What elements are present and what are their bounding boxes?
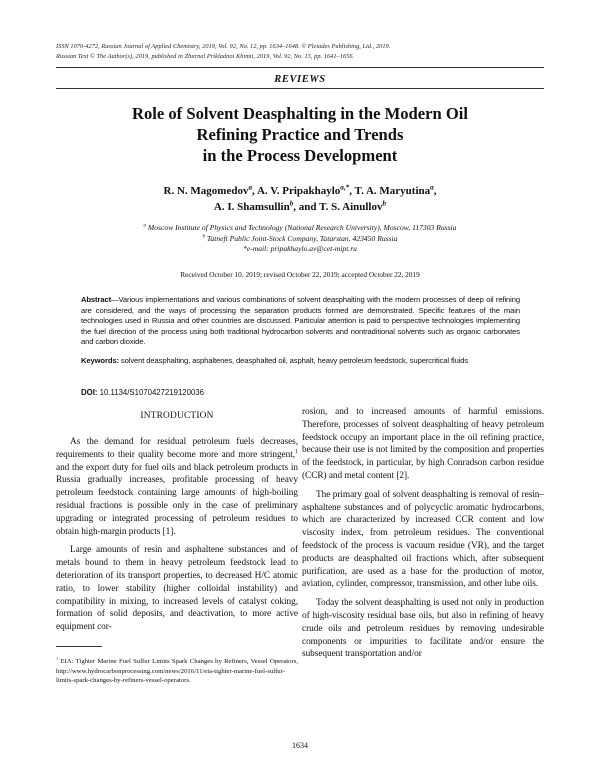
header-rule-top	[56, 67, 544, 68]
body-paragraph: As the demand for residual petroleum fuels decreases, requirements to their quality become more and more stringent,$^1$ and the export duty for fuel oils and black petroleum products in Russia gradually increases, profitable processing of heavy petroleum feedstock containing large amounts of high-boiling residual fractions is possible only in the case of preliminary upgrading or integrated processing of petroleum residues to obtain high-margin products [1].	[56, 437, 298, 537]
body-paragraph: The primary goal of solvent deasphalting is removal of resin–asphaltene substances and of polycyclic aromatic hydrocarbons, which are characterized by increased CCR content and low viscosity index, from petroleum residues. The conventional feedstock of the process is vacuum residue (VR), and the target products are deasphalted oil fractions which, after subsequent purification, are used as a base for the production of motor, aviation, cylinder, compressor, transmission, and other lube oils.	[302, 489, 544, 590]
footnote	[56, 657, 298, 686]
author-affil-mark: a	[430, 183, 434, 192]
author-conjunction: and	[298, 201, 317, 213]
author-affil-mark: b	[382, 199, 387, 208]
affiliation-text: Moscow Institute of Physics and Technology (National Research University), Moscow, 117303 Russia	[147, 223, 457, 232]
footnote-marker: 1	[56, 655, 59, 661]
doi-value: 10.1134/S1070427219120036	[97, 388, 204, 397]
header-rule-bottom	[56, 88, 544, 89]
section-label: REVIEWS	[274, 74, 326, 85]
body-paragraph: rosion, and to increased amounts of harmful emissions. Therefore, processes of solvent deasphalting of heavy petroleum feedstock occupy an important place in the oil refining practice, because their use is not limited by the composition and properties of the feedstock, in particular, by high Conradson carbon residue (CCR) and metal content [2].	[302, 407, 544, 481]
left-column	[56, 436, 298, 640]
affiliation-mark: a	[143, 223, 146, 229]
author-name: T. A. Maryutina	[354, 185, 431, 197]
doi-label: DOI:	[81, 388, 98, 397]
article-title	[60, 103, 540, 166]
author-name: R. N. Magomedov	[163, 185, 249, 197]
journal-header-line-1: ISSN 1070-4272, Russian Journal of Applied Chemistry, 2019, Vol. 92, No. 12, pp. 1634–1648. © Pleiades Publishing, Ltd., 2019.	[56, 43, 391, 50]
page-number: 1634	[292, 741, 308, 750]
author-affil-mark: b	[289, 199, 294, 208]
corresponding-email: *e-mail: pripakhaylo.av@cet-mipt.ru	[243, 244, 357, 254]
author-affil-mark: a	[248, 183, 253, 192]
journal-header-line-2: Russian Text © The Author(s), 2019, published in Zhurnal Prikladnoi Khimii, 2019, Vol. 92, No. 13, pp. 1641–1656.	[56, 53, 355, 60]
right-column	[302, 406, 544, 667]
title-line-1: Role of Solvent Deasphalting in the Modern Oil	[131, 104, 469, 123]
abstract	[81, 295, 520, 348]
authors-line-1: R. N. Magomedov$^a$, A. V. Pripakhaylo$^{a,*}$, T. A. Maryutina$^a$,	[163, 183, 437, 197]
keywords	[81, 356, 520, 367]
keywords-label: Keywords:	[81, 356, 119, 365]
author-name: A. I. Shamsullin	[213, 201, 290, 213]
authors-line-2: A. I. Shamsullin$^b$, and T. S. Ainullov$^b$	[213, 199, 387, 213]
received-dates: Received October 10, 2019; revised October 22, 2019; accepted October 22, 2019	[180, 270, 420, 279]
footnote-rule	[56, 646, 102, 647]
author-affil-mark: a,*	[340, 183, 350, 192]
affiliation-text: Tatneft Public Joint-Stock Company, Tatarstan, 423450 Russia	[206, 233, 398, 243]
author-name: A. V. Pripakhaylo	[256, 185, 341, 197]
author-list	[60, 183, 540, 215]
affiliation-a	[60, 223, 540, 234]
body-paragraph: Today the solvent deasphalting is used not only in production of high-viscosity residual base oils, but also in refining of heavy crude oils and petroleum residues by removing undesirable components or impurities to facilitate and/or ensure the subsequent transportation and/or	[302, 598, 544, 660]
abstract-label: Abstract	[81, 295, 112, 304]
affiliation-mark: b	[202, 234, 205, 240]
title-line-2: Refining Practice and Trends	[196, 125, 404, 144]
title-line-3: in the Process Development	[202, 146, 398, 165]
introduction-heading: INTRODUCTION	[140, 411, 214, 421]
affiliation-b	[60, 234, 540, 245]
footnote-ref: 1	[295, 448, 298, 455]
abstract-text: —Various implementations and various combinations of solvent deasphalting with the modern processes of deep oil refining are considered, and the ways of processing the separation products formed are demonstrated. Specific features of the main technologies used in Russia and other countries are discussed. Particular attention is paid to perspective technologies implementing the fuel direction of the process using both traditional hydrocarbon solvents and nontraditional solvents such as organic carbonates and carbon dioxide.	[81, 295, 520, 347]
keywords-text: solvent deasphalting, asphaltenes, deasphalted oil, asphalt, heavy petroleum feedstock, supercritical fluids	[118, 356, 469, 365]
doi	[81, 388, 204, 397]
footnote-text: EIA: Tighter Marine Fuel Sulfur Limits Spark Changes by Refiners, Vessel Operators, http://www.hydrocarbonprocessing.com/news/2016/11/eia-tighter-marine-fuel-sulfur-limits-spark-changes-by-refiners-vessel-operators.	[56, 658, 298, 685]
author-name: T. S. Ainullov	[319, 201, 383, 213]
body-paragraph: Large amounts of resin and asphaltene substances and of metals bound to them in heavy petroleum feedstock lead to deterioration of its transport properties, to decreased H/C atomic ratio, to lower stability (higher colloidal instability) and compatibility in mixing, to increased levels of catalyst coking, formation of solid deposits, and deactivation, to more active equipment cor-	[56, 545, 298, 633]
affiliations	[60, 223, 540, 255]
